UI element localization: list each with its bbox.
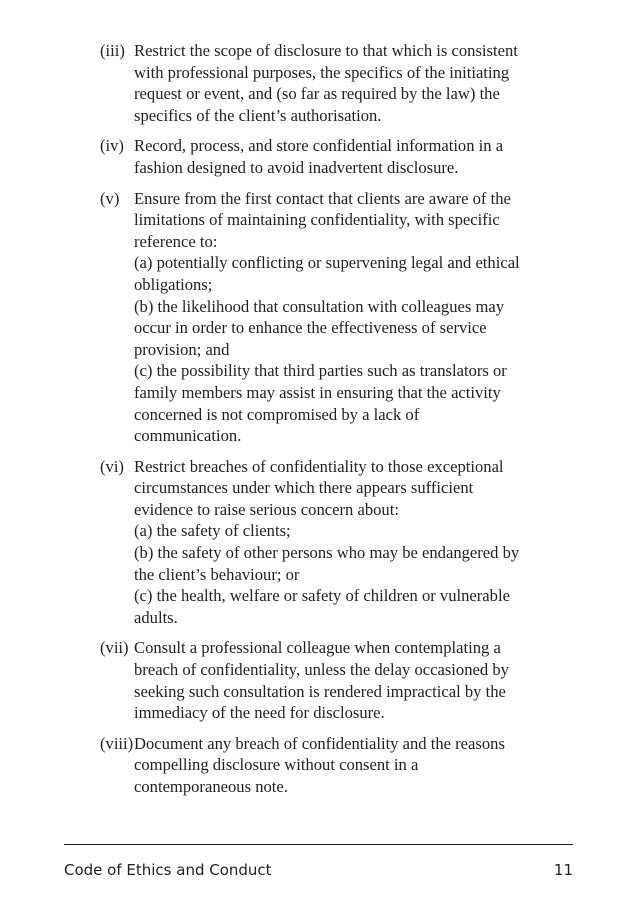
item-text-line: fashion designed to avoid inadvertent disclosure.	[134, 157, 459, 177]
item-text-line: breach of confidentiality, unless the delay occasioned by	[134, 660, 509, 680]
item-text-line: (c) the health, welfare or safety of children or vulnerable	[134, 586, 510, 606]
footer-title: Code of Ethics and Conduct	[64, 861, 272, 879]
item-text-line: Restrict breaches of confidentiality to those exceptional	[134, 456, 504, 476]
list-item	[100, 40, 570, 126]
item-text-line: family members may assist in ensuring that the activity	[134, 382, 501, 402]
item-number: (viii)	[100, 733, 134, 753]
list-item	[100, 135, 570, 178]
item-number: (vi)	[100, 456, 124, 476]
item-text-line: concerned is not compromised by a lack of	[134, 404, 420, 424]
item-text-line: the client’s behaviour; or	[134, 564, 300, 584]
item-text-line: specifics of the client’s authorisation.	[134, 105, 382, 125]
item-text-line: (b) the safety of other persons who may be endangered by	[134, 543, 520, 563]
item-text-line: (c) the possibility that third parties such as translators or	[134, 361, 507, 381]
item-text-line: reference to:	[134, 231, 218, 251]
item-text-line: adults.	[134, 607, 178, 627]
item-number: (vii)	[100, 638, 129, 658]
item-text-line: Record, process, and store confidential information in a	[134, 136, 504, 156]
list-item	[100, 733, 570, 798]
footer-rule	[64, 844, 573, 845]
list-item	[100, 188, 570, 447]
list-item	[100, 637, 570, 723]
item-text-line: (a) the safety of clients;	[134, 521, 291, 541]
item-text-line: (a) potentially conflicting or supervening legal and ethical	[134, 253, 520, 273]
item-text-line: limitations of maintaining confidentiality, with specific	[134, 210, 500, 230]
item-text-line: Consult a professional colleague when contemplating a	[134, 638, 501, 658]
item-number: (iv)	[100, 136, 124, 156]
item-text-line: (b) the likelihood that consultation with colleagues may	[134, 296, 505, 316]
item-text-line: seeking such consultation is rendered impractical by the	[134, 681, 506, 701]
item-text-line: contemporaneous note.	[134, 777, 288, 796]
item-text-line: Restrict the scope of disclosure to that which is consistent	[134, 41, 518, 60]
item-text-line: Ensure from the first contact that clients are aware of the	[134, 188, 511, 208]
item-text-line: evidence to raise serious concern about:	[134, 499, 399, 519]
item-number: (v)	[100, 188, 120, 208]
item-text-line: immediacy of the need for disclosure.	[134, 703, 385, 723]
numbered-list	[100, 40, 570, 807]
item-text-line: communication.	[134, 426, 242, 446]
item-text-line: obligations;	[134, 274, 213, 294]
page-number: 11	[553, 861, 573, 879]
page-footer	[64, 860, 573, 880]
item-text-line: provision; and	[134, 339, 230, 359]
item-text-line: with professional purposes, the specifics of the initiating	[134, 62, 510, 82]
item-text-line: compelling disclosure without consent in a	[134, 755, 419, 775]
list-item	[100, 456, 570, 629]
item-text-line: Document any breach of confidentiality and the reasons	[134, 733, 505, 753]
item-number: (iii)	[100, 41, 125, 60]
item-text-line: occur in order to enhance the effectiveness of service	[134, 318, 487, 338]
item-text-line: request or event, and (so far as required by the law) the	[134, 84, 500, 104]
item-text-line: circumstances under which there appears sufficient	[134, 478, 474, 498]
